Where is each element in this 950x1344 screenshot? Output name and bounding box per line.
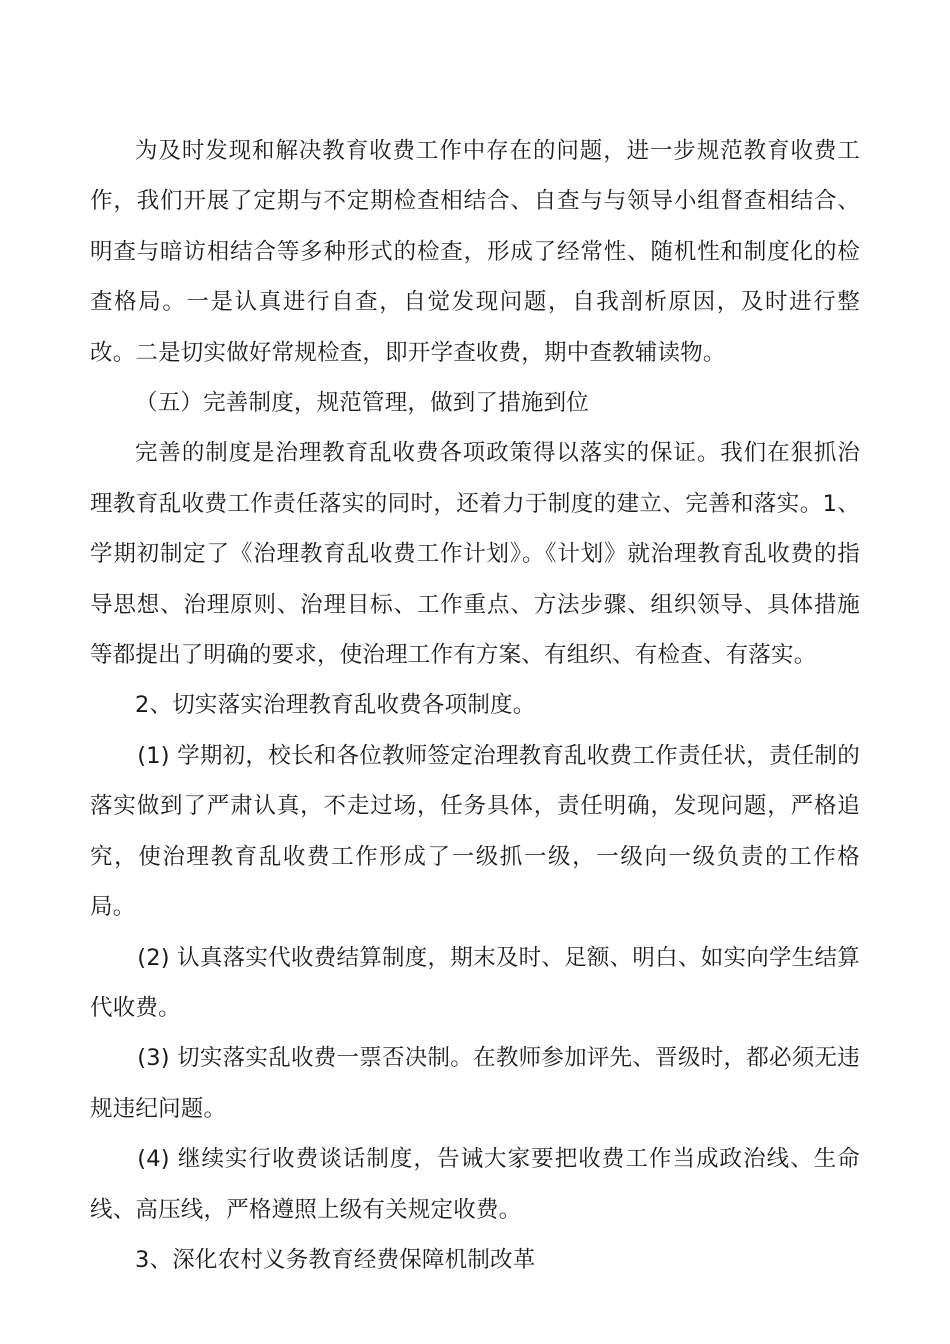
list-item-2: 2、切实落实治理教育乱收费各项制度。 xyxy=(135,692,536,719)
section-heading-five: （五）完善制度，规范管理，做到了措施到位 xyxy=(135,390,590,417)
paragraph-system: 完善的制度是治理教育乱收费各项政策得以落实的保证。我们在狠抓治理教育乱收费工作责任落实的同时，还着力于制度的建立、完善和落实。1、学期初制定了《治理教育乱收费工作计划》。《计划》就治理教育乱收费的指导思想、治理原则、治理目标、工作重点、方法步骤、组织领导、具体措施等都提出了明确的要求，使治理工作有方案、有组织、有检查、有落实。 xyxy=(90,440,860,669)
sub-item-3: (3) 切实落实乱收费一票否决制。在教师参加评先、晋级时，都必须无违规违纪问题。 xyxy=(90,1045,860,1122)
list-item-3: 3、深化农村义务教育经费保障机制改革 xyxy=(135,1246,536,1273)
sub-item-4: (4) 继续实行收费谈话制度，告诫大家要把收费工作当成政治线、生命线、高压线，严格遵照上级有关规定收费。 xyxy=(90,1146,860,1223)
sub-item-1: (1) 学期初，校长和各位教师签定治理教育乱收费工作责任状，责任制的落实做到了严肃认真，不走过场，任务具体，责任明确，发现问题，严格追究，使治理教育乱收费工作形成了一级抓一级，一级向一级负责的工作格局。 xyxy=(90,742,860,921)
paragraph-inspection: 为及时发现和解决教育收费工作中存在的问题，进一步规范教育收费工作，我们开展了定期与不定期检查相结合、自查与与领导小组督查相结合、明查与暗访相结合等多种形式的检查，形成了经常性、随机性和制度化的检查格局。一是认真进行自查，自觉发现问题，自我剖析原因，及时进行整改。二是切实做好常规检查，即开学查收费，期中查教辅读物。 xyxy=(90,138,860,366)
sub-item-2: (2) 认真落实代收费结算制度，期末及时、足额、明白、如实向学生结算代收费。 xyxy=(90,944,860,1021)
